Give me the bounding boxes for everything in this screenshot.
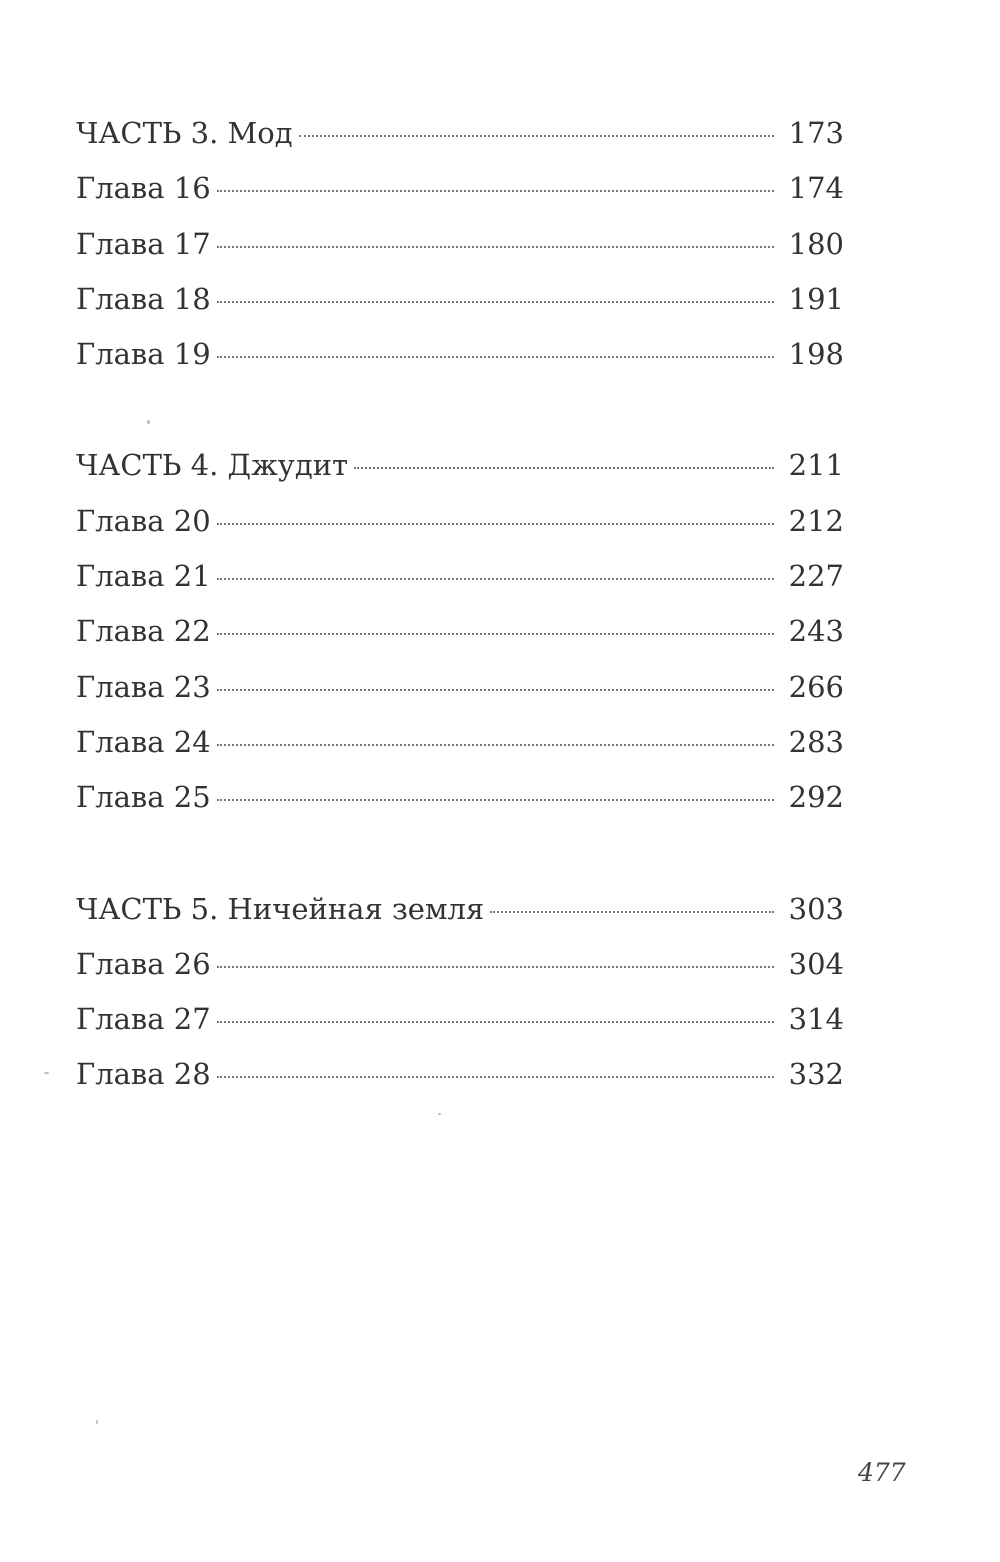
toc-entry (76, 494, 844, 549)
toc-entry-title: Глава 26 (76, 946, 211, 981)
toc-entry-page: 191 (788, 281, 844, 316)
toc-entry-title: Глава 17 (76, 226, 211, 261)
dot-leader (217, 689, 774, 691)
toc-entry (76, 161, 844, 216)
dot-leader (217, 966, 774, 968)
paper-speck (44, 1072, 49, 1074)
dot-leader (217, 1076, 774, 1078)
toc-entry-title: Глава 24 (76, 724, 211, 759)
toc-entry-title: Глава 21 (76, 559, 211, 594)
toc-section-part-3 (76, 106, 844, 382)
toc-entry-page: 332 (788, 1057, 844, 1092)
toc-entry-title: Глава 27 (76, 1002, 211, 1037)
toc-entry-title: Глава 19 (76, 337, 211, 372)
toc-entry (76, 937, 844, 992)
table-of-contents (76, 106, 844, 1159)
dot-leader (299, 135, 774, 137)
toc-entry-title: Глава 18 (76, 281, 211, 316)
toc-entry-page: 211 (788, 448, 844, 483)
toc-entry (76, 882, 844, 937)
toc-entry (76, 549, 844, 604)
toc-entry-title: ЧАСТЬ 4. Джудит (76, 448, 349, 483)
dot-leader (217, 356, 774, 358)
page-number: 477 (858, 1458, 906, 1487)
toc-entry (76, 604, 844, 659)
dot-leader (217, 190, 774, 192)
toc-section-part-5 (76, 882, 844, 1103)
toc-entry-page: 174 (788, 171, 844, 206)
toc-entry (76, 106, 844, 161)
toc-entry-page: 243 (788, 614, 844, 649)
toc-entry-title: Глава 20 (76, 503, 211, 538)
dot-leader (217, 633, 774, 635)
toc-entry-page: 266 (788, 669, 844, 704)
dot-leader (217, 744, 774, 746)
toc-entry (76, 327, 844, 382)
toc-entry-title: Глава 22 (76, 614, 211, 649)
toc-entry (76, 1047, 844, 1102)
dot-leader (217, 799, 774, 801)
toc-entry (76, 272, 844, 327)
toc-entry-page: 173 (788, 116, 844, 150)
dot-leader (354, 467, 774, 469)
paper-speck (96, 1420, 98, 1424)
toc-entry-page: 314 (788, 1002, 844, 1037)
toc-entry-page: 180 (788, 226, 844, 261)
toc-entry-title: Глава 28 (76, 1057, 211, 1092)
toc-entry-page: 292 (788, 780, 844, 815)
toc-entry-title: Глава 25 (76, 780, 211, 815)
toc-entry-page: 304 (788, 946, 844, 981)
toc-entry-page: 303 (788, 891, 844, 926)
paper-speck (438, 1113, 441, 1115)
dot-leader (217, 246, 774, 248)
toc-entry (76, 438, 844, 493)
dot-leader (217, 1021, 774, 1023)
dot-leader (490, 911, 774, 913)
toc-entry (76, 992, 844, 1047)
toc-entry (76, 217, 844, 272)
toc-entry-title: ЧАСТЬ 5. Ничейная земля (76, 891, 485, 926)
toc-section-part-4 (76, 438, 844, 825)
dot-leader (217, 301, 774, 303)
toc-entry (76, 770, 844, 825)
toc-entry-page: 198 (788, 337, 844, 372)
toc-entry (76, 660, 844, 715)
toc-entry-title: Глава 16 (76, 171, 211, 206)
dot-leader (217, 523, 774, 525)
toc-entry-title: Глава 23 (76, 669, 211, 704)
toc-entry-title: ЧАСТЬ 3. Мод (76, 116, 293, 150)
dot-leader (217, 578, 774, 580)
paper-speck (147, 420, 150, 424)
toc-entry-page: 227 (788, 559, 844, 594)
toc-entry-page: 283 (788, 724, 844, 759)
toc-entry (76, 715, 844, 770)
toc-entry-page: 212 (788, 503, 844, 538)
